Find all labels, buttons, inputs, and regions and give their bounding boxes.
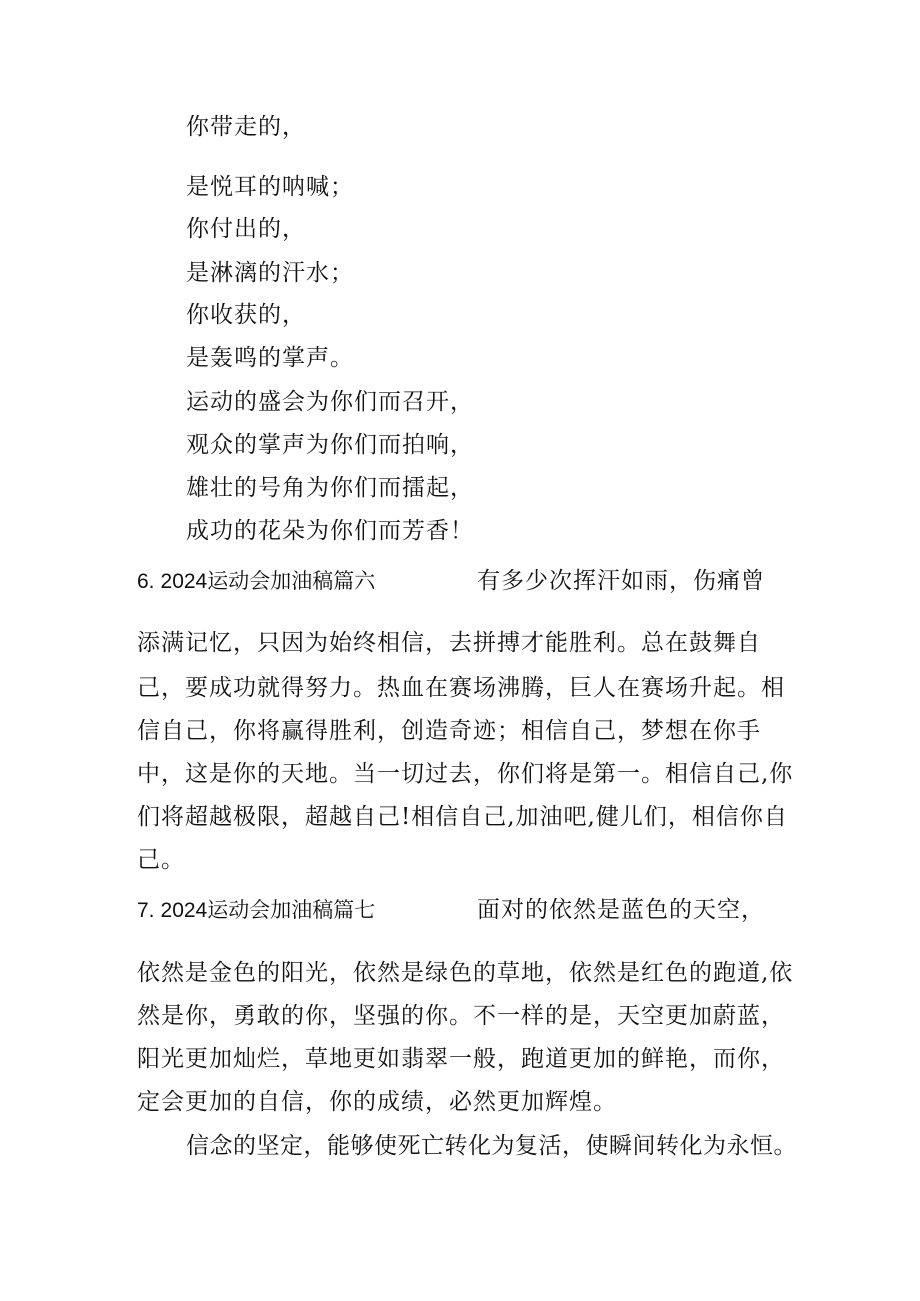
section-lead-text: 面对的依然是蓝色的天空， [477,897,765,923]
poem-line: 雄壮的号角为你们而擂起， [186,475,474,501]
poem-line: 是悦耳的呐喊； [186,174,354,200]
poem-line: 是轰鸣的掌声。 [186,345,354,371]
section-title: 2024运动会加油稿篇七 [160,899,376,922]
poem-line: 你收获的， [186,302,306,328]
paragraph-line: 信自己，你将赢得胜利，创造奇迹；相信自己，梦想在你手 [137,718,761,744]
section-heading [137,566,777,597]
paragraph-line: 添满记忆，只因为始终相信，去拼搏才能胜利。总在鼓舞自 [137,630,761,656]
paragraph-line: 阳光更加灿烂，草地更如翡翠一般，跑道更加的鲜艳，而你， [137,1046,785,1072]
poem-line: 观众的掌声为你们而拍响， [186,432,474,458]
paragraph-line: 们将超越极限，超越自己!相信自己,加油吧,健儿们，相信你自 [137,804,788,830]
section-title: 2024运动会加油稿篇六 [160,570,376,593]
paragraph-line: 己。 [137,847,185,873]
poem-line: 是淋漓的汗水； [186,260,354,286]
section-heading [137,895,777,926]
poem-line: 运动的盛会为你们而召开， [186,389,474,415]
section-number: 7. [137,899,155,922]
closing-paragraph-line: 信念的坚定，能够使死亡转化为复活，使瞬间转化为永恒。 [186,1133,797,1159]
paragraph-line: 然是你，勇敢的你，坚强的你。不一样的是，天空更加蔚蓝， [137,1003,785,1029]
section-number: 6. [137,570,155,593]
paragraph-line: 己，要成功就得努力。热血在赛场沸腾，巨人在赛场升起。相 [137,675,785,701]
poem-line: 你付出的， [186,216,306,242]
poem-line: 成功的花朵为你们而芳香！ [186,518,474,544]
section-lead-text: 有多少次挥汗如雨，伤痛曾 [477,568,765,594]
paragraph-line: 依然是金色的阳光，依然是绿色的草地，依然是红色的跑道,依 [137,960,794,986]
paragraph-line: 中，这是你的天地。当一切过去，你们将是第一。相信自己,你 [137,761,794,787]
poem-line: 你带走的， [186,114,306,140]
paragraph-line: 定会更加的自信，你的成绩，必然更加辉煌。 [137,1089,617,1115]
